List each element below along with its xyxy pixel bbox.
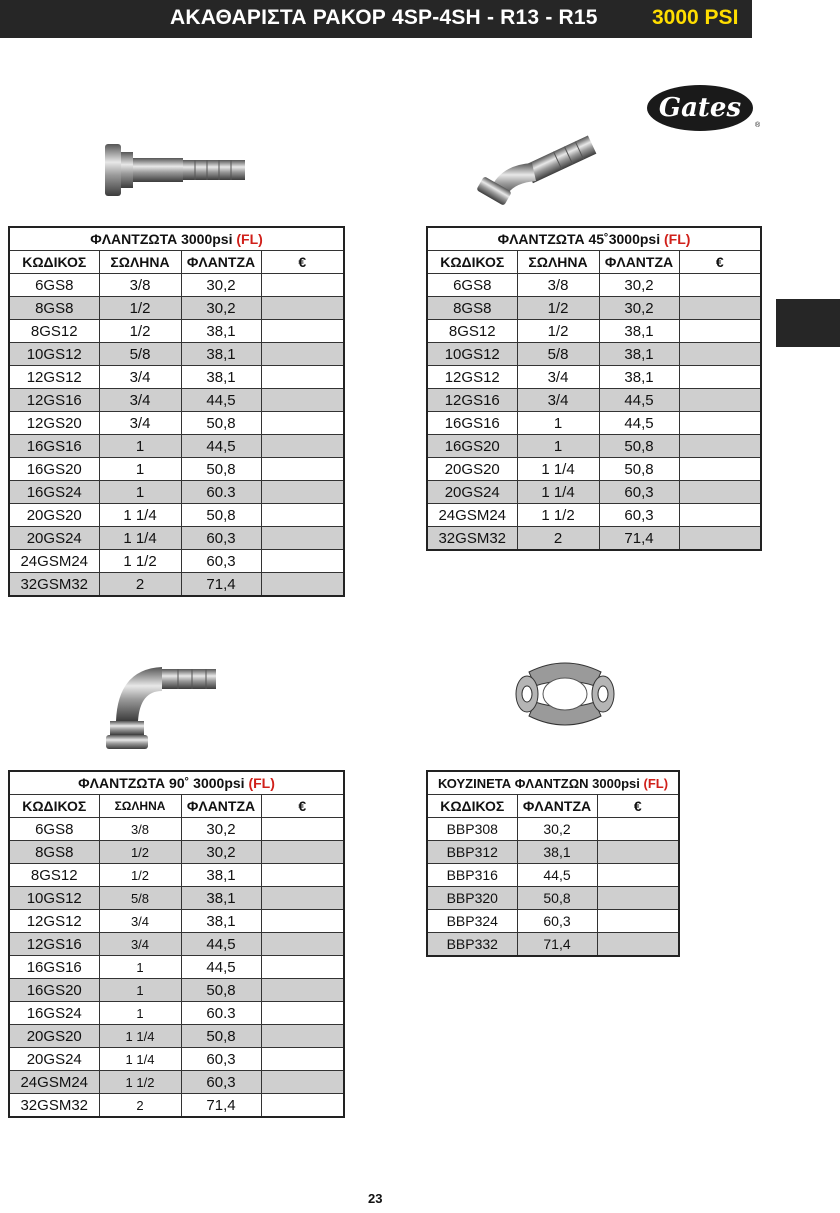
svg-text:®: ® — [755, 122, 760, 129]
table-row — [427, 343, 761, 366]
table-title: ΦΛΑΝΤΖΩΤΑ 45˚3000psi (FL) — [427, 227, 761, 251]
code-cell: 16GS16 — [9, 956, 99, 979]
table-row — [9, 1094, 344, 1118]
flange-size-cell: 50,8 — [181, 458, 261, 481]
hose-size-cell: 3/4 — [517, 366, 599, 389]
flange-size-cell: 30,2 — [599, 297, 679, 320]
table-row — [9, 818, 344, 841]
hose-size-cell: 3/4 — [99, 933, 181, 956]
column-header-price: € — [597, 795, 679, 818]
price-cell — [679, 504, 761, 527]
code-cell: 20GS24 — [9, 527, 99, 550]
table-row — [9, 841, 344, 864]
hose-size-cell: 3/8 — [517, 274, 599, 297]
price-cell — [679, 274, 761, 297]
flange-size-cell: 60,3 — [181, 1048, 261, 1071]
table-row — [9, 887, 344, 910]
table-row — [427, 818, 679, 841]
table-row — [9, 910, 344, 933]
table-row — [9, 550, 344, 573]
code-cell: BBP316 — [427, 864, 517, 887]
straight-flange-table — [8, 226, 345, 597]
table-row — [9, 412, 344, 435]
price-cell — [597, 841, 679, 864]
price-cell — [679, 458, 761, 481]
table-row — [9, 864, 344, 887]
price-cell — [261, 956, 344, 979]
price-cell — [261, 910, 344, 933]
column-header-price: € — [261, 251, 344, 274]
flange-size-cell: 60,3 — [181, 1071, 261, 1094]
code-cell: 24GSM24 — [9, 550, 99, 573]
price-cell — [679, 366, 761, 389]
price-cell — [597, 887, 679, 910]
column-header-flange: ΦΛΑΝΤΖΑ — [517, 795, 597, 818]
price-cell — [261, 458, 344, 481]
hose-size-cell: 2 — [517, 527, 599, 551]
table-row — [9, 527, 344, 550]
code-cell: 10GS12 — [9, 343, 99, 366]
flange-size-cell: 60.3 — [181, 1002, 261, 1025]
code-cell: BBP324 — [427, 910, 517, 933]
code-cell: 12GS12 — [9, 910, 99, 933]
code-cell: 16GS20 — [9, 979, 99, 1002]
price-cell — [597, 818, 679, 841]
flange-size-cell: 38,1 — [181, 366, 261, 389]
price-cell — [261, 550, 344, 573]
code-cell: 16GS16 — [427, 412, 517, 435]
table-row — [427, 504, 761, 527]
column-header-code: ΚΩΔΙΚΟΣ — [427, 795, 517, 818]
column-header-hose: ΣΩΛΗΝΑ — [99, 251, 181, 274]
flange-size-cell: 50,8 — [517, 887, 597, 910]
code-cell: 32GSM32 — [9, 573, 99, 597]
flange-size-cell: 38,1 — [181, 910, 261, 933]
flange-size-cell: 30,2 — [181, 818, 261, 841]
flange-size-cell: 60,3 — [599, 504, 679, 527]
table-row — [9, 1048, 344, 1071]
hose-size-cell: 3/4 — [99, 389, 181, 412]
hose-size-cell: 1/2 — [99, 864, 181, 887]
column-header-price: € — [679, 251, 761, 274]
table-row — [427, 320, 761, 343]
hose-size-cell: 1 1/2 — [99, 550, 181, 573]
flange-size-cell: 71,4 — [181, 573, 261, 597]
table-row — [427, 933, 679, 957]
code-cell: BBP332 — [427, 933, 517, 957]
flange-size-cell: 44,5 — [181, 389, 261, 412]
hose-size-cell: 1/2 — [517, 320, 599, 343]
table-row — [9, 458, 344, 481]
code-cell: 12GS16 — [427, 389, 517, 412]
page-title: ΑΚΑΘΑΡΙΣΤΑ ΡΑΚΟΡ 4SP-4SH - R13 - R15 — [170, 6, 598, 29]
hose-size-cell: 1 1/4 — [517, 458, 599, 481]
price-cell — [261, 366, 344, 389]
flange-size-cell: 50,8 — [181, 412, 261, 435]
code-cell: 20GS24 — [9, 1048, 99, 1071]
code-cell: 12GS16 — [9, 933, 99, 956]
table-row — [9, 1025, 344, 1048]
table-row — [9, 979, 344, 1002]
price-cell — [261, 573, 344, 597]
code-cell: 10GS12 — [9, 887, 99, 910]
table-row — [9, 504, 344, 527]
price-cell — [261, 1002, 344, 1025]
flange-size-cell: 30,2 — [181, 841, 261, 864]
hose-size-cell: 5/8 — [99, 343, 181, 366]
column-header-price: € — [261, 795, 344, 818]
code-cell: 12GS20 — [9, 412, 99, 435]
column-header-flange: ΦΛΑΝΤΖΑ — [181, 795, 261, 818]
hose-size-cell: 1 1/4 — [517, 481, 599, 504]
table-row — [9, 320, 344, 343]
price-cell — [261, 1071, 344, 1094]
code-cell: 20GS20 — [9, 1025, 99, 1048]
column-header-code: ΚΩΔΙΚΟΣ — [9, 251, 99, 274]
header-bar — [0, 0, 752, 38]
flange-size-cell: 44,5 — [517, 864, 597, 887]
flange-size-cell: 38,1 — [599, 343, 679, 366]
column-header-code: ΚΩΔΙΚΟΣ — [9, 795, 99, 818]
code-cell: 8GS12 — [9, 864, 99, 887]
code-cell: 12GS12 — [427, 366, 517, 389]
code-cell: 16GS16 — [9, 435, 99, 458]
flange-size-cell: 60,3 — [181, 550, 261, 573]
flange-size-cell: 60,3 — [181, 527, 261, 550]
hose-size-cell: 2 — [99, 573, 181, 597]
90-degree-flange-table — [8, 770, 345, 1118]
code-cell: 6GS8 — [9, 274, 99, 297]
side-tab-marker — [776, 299, 840, 347]
flange-size-cell: 60.3 — [181, 481, 261, 504]
flange-size-cell: 38,1 — [181, 320, 261, 343]
price-cell — [261, 320, 344, 343]
code-cell: 8GS8 — [427, 297, 517, 320]
price-cell — [261, 887, 344, 910]
column-header-flange: ΦΛΑΝΤΖΑ — [599, 251, 679, 274]
price-cell — [597, 910, 679, 933]
price-cell — [679, 481, 761, 504]
table-row — [9, 933, 344, 956]
hose-size-cell: 1 1/4 — [99, 1025, 181, 1048]
split-flange-clamp-image — [515, 652, 615, 737]
code-cell: 6GS8 — [9, 818, 99, 841]
page-number: 23 — [368, 1191, 383, 1206]
price-cell — [261, 435, 344, 458]
hose-size-cell: 1 — [99, 458, 181, 481]
flange-size-cell: 38,1 — [599, 366, 679, 389]
flange-size-cell: 38,1 — [599, 320, 679, 343]
table-row — [9, 343, 344, 366]
hose-size-cell: 1 1/4 — [99, 527, 181, 550]
code-cell: 10GS12 — [427, 343, 517, 366]
hose-size-cell: 1/2 — [99, 841, 181, 864]
code-cell: BBP312 — [427, 841, 517, 864]
flange-size-cell: 50,8 — [181, 979, 261, 1002]
price-cell — [261, 343, 344, 366]
column-header-flange: ΦΛΑΝΤΖΑ — [181, 251, 261, 274]
price-cell — [679, 435, 761, 458]
hose-size-cell: 1 — [99, 956, 181, 979]
code-cell: 20GS20 — [9, 504, 99, 527]
pressure-rating: 3000 PSI — [652, 6, 739, 29]
table-row — [9, 573, 344, 597]
price-cell — [261, 933, 344, 956]
hose-size-cell: 5/8 — [99, 887, 181, 910]
code-cell: 6GS8 — [427, 274, 517, 297]
hose-size-cell: 1 1/2 — [517, 504, 599, 527]
hose-size-cell: 1/2 — [99, 320, 181, 343]
column-header-code: ΚΩΔΙΚΟΣ — [427, 251, 517, 274]
hose-size-cell: 5/8 — [517, 343, 599, 366]
hose-size-cell: 1 — [517, 412, 599, 435]
hose-size-cell: 1 1/4 — [99, 504, 181, 527]
price-cell — [261, 412, 344, 435]
flange-size-cell: 38,1 — [181, 887, 261, 910]
code-cell: 32GSM32 — [9, 1094, 99, 1118]
hose-size-cell: 3/8 — [99, 818, 181, 841]
code-cell: 32GSM32 — [427, 527, 517, 551]
code-cell: BBP320 — [427, 887, 517, 910]
hose-size-cell: 1/2 — [517, 297, 599, 320]
table-row — [427, 366, 761, 389]
code-cell: 8GS12 — [9, 320, 99, 343]
price-cell — [261, 864, 344, 887]
flange-size-cell: 71,4 — [599, 527, 679, 551]
flange-size-cell: 50,8 — [181, 1025, 261, 1048]
table-row — [9, 435, 344, 458]
table-title: ΚΟΥΖΙΝΕΤΑ ΦΛΑΝΤΖΩΝ 3000psi (FL) — [427, 771, 679, 795]
price-cell — [679, 343, 761, 366]
hose-size-cell: 1 — [99, 481, 181, 504]
table-row — [427, 412, 761, 435]
price-cell — [679, 527, 761, 551]
flange-size-cell: 71,4 — [517, 933, 597, 957]
price-cell — [679, 412, 761, 435]
table-row — [427, 458, 761, 481]
45-degree-flange-fitting-image — [470, 135, 610, 205]
price-cell — [261, 389, 344, 412]
code-cell: 8GS12 — [427, 320, 517, 343]
code-cell: 8GS8 — [9, 841, 99, 864]
hose-size-cell: 3/4 — [517, 389, 599, 412]
price-cell — [261, 841, 344, 864]
straight-flange-fitting-image — [100, 140, 250, 200]
flange-bearings-table — [426, 770, 680, 957]
column-header-hose: ΣΩΛΗΝΑ — [99, 795, 181, 818]
table-row — [427, 910, 679, 933]
table-row — [427, 389, 761, 412]
price-cell — [597, 864, 679, 887]
flange-size-cell: 44,5 — [181, 956, 261, 979]
price-cell — [261, 527, 344, 550]
flange-size-cell: 30,2 — [181, 297, 261, 320]
table-row — [9, 389, 344, 412]
table-row — [427, 864, 679, 887]
flange-size-cell: 50,8 — [599, 458, 679, 481]
flange-size-cell: 44,5 — [599, 412, 679, 435]
hose-size-cell: 1 — [99, 979, 181, 1002]
hose-size-cell: 3/4 — [99, 366, 181, 389]
45-degree-flange-table — [426, 226, 762, 551]
hose-size-cell: 3/8 — [99, 274, 181, 297]
table-row — [9, 481, 344, 504]
flange-size-cell: 38,1 — [181, 343, 261, 366]
hose-size-cell: 1 — [99, 435, 181, 458]
90-degree-flange-fitting-image — [100, 665, 220, 755]
code-cell: 12GS16 — [9, 389, 99, 412]
price-cell — [261, 297, 344, 320]
hose-size-cell: 1 — [99, 1002, 181, 1025]
code-cell: 20GS24 — [427, 481, 517, 504]
price-cell — [597, 933, 679, 957]
price-cell — [261, 818, 344, 841]
price-cell — [261, 504, 344, 527]
flange-size-cell: 50,8 — [599, 435, 679, 458]
hose-size-cell: 1 — [517, 435, 599, 458]
code-cell: 24GSM24 — [9, 1071, 99, 1094]
flange-size-cell: 30,2 — [599, 274, 679, 297]
table-row — [9, 366, 344, 389]
table-row — [427, 841, 679, 864]
price-cell — [261, 274, 344, 297]
flange-size-cell: 60,3 — [517, 910, 597, 933]
price-cell — [261, 1025, 344, 1048]
table-row — [427, 274, 761, 297]
gates-logo — [645, 83, 760, 133]
flange-size-cell: 44,5 — [181, 933, 261, 956]
flange-size-cell: 30,2 — [517, 818, 597, 841]
price-cell — [679, 320, 761, 343]
column-header-hose: ΣΩΛΗΝΑ — [517, 251, 599, 274]
code-cell: 24GSM24 — [427, 504, 517, 527]
table-row — [9, 274, 344, 297]
table-row — [427, 887, 679, 910]
hose-size-cell: 3/4 — [99, 412, 181, 435]
table-row — [9, 297, 344, 320]
flange-size-cell: 60,3 — [599, 481, 679, 504]
code-cell: 16GS24 — [9, 481, 99, 504]
hose-size-cell: 1 1/2 — [99, 1071, 181, 1094]
table-row — [9, 1071, 344, 1094]
code-cell: 12GS12 — [9, 366, 99, 389]
price-cell — [261, 1094, 344, 1118]
flange-size-cell: 38,1 — [517, 841, 597, 864]
code-cell: 16GS24 — [9, 1002, 99, 1025]
table-title: ΦΛΑΝΤΖΩΤΑ 90˚ 3000psi (FL) — [9, 771, 344, 795]
code-cell: 8GS8 — [9, 297, 99, 320]
hose-size-cell: 1 1/4 — [99, 1048, 181, 1071]
price-cell — [261, 1048, 344, 1071]
price-cell — [679, 389, 761, 412]
table-row — [427, 527, 761, 551]
table-row — [9, 1002, 344, 1025]
flange-size-cell: 44,5 — [599, 389, 679, 412]
code-cell: 16GS20 — [427, 435, 517, 458]
flange-size-cell: 30,2 — [181, 274, 261, 297]
code-cell: BBP308 — [427, 818, 517, 841]
table-title: ΦΛΑΝΤΖΩΤΑ 3000psi (FL) — [9, 227, 344, 251]
svg-text:Gates: Gates — [658, 93, 742, 123]
flange-size-cell: 44,5 — [181, 435, 261, 458]
price-cell — [261, 481, 344, 504]
flange-size-cell: 50,8 — [181, 504, 261, 527]
table-row — [9, 956, 344, 979]
hose-size-cell: 2 — [99, 1094, 181, 1118]
flange-size-cell: 71,4 — [181, 1094, 261, 1118]
hose-size-cell: 1/2 — [99, 297, 181, 320]
code-cell: 16GS20 — [9, 458, 99, 481]
table-row — [427, 297, 761, 320]
code-cell: 20GS20 — [427, 458, 517, 481]
price-cell — [679, 297, 761, 320]
table-row — [427, 481, 761, 504]
table-row — [427, 435, 761, 458]
hose-size-cell: 3/4 — [99, 910, 181, 933]
flange-size-cell: 38,1 — [181, 864, 261, 887]
price-cell — [261, 979, 344, 1002]
